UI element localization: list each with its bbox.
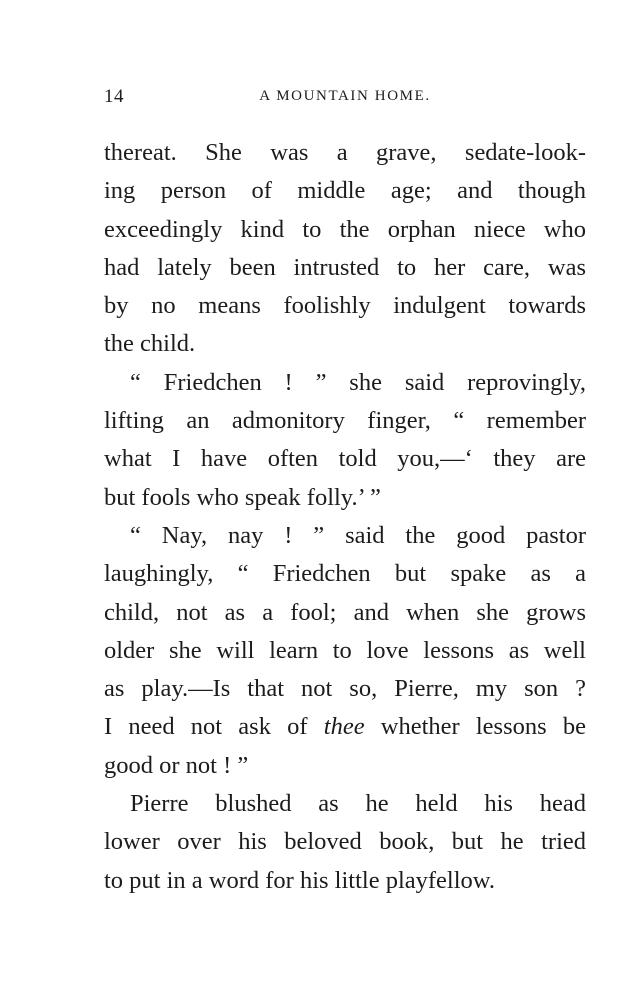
text-line: ing person of middle age; and though <box>104 177 586 205</box>
italic-word: thee <box>323 713 365 741</box>
text-line: “ Nay, nay ! ” said the good pastor <box>130 521 586 549</box>
text-line: exceedingly kind to the orphan niece who <box>104 215 586 243</box>
text-segment: I need not ask of <box>104 713 324 741</box>
body-text <box>104 134 586 900</box>
page-header <box>104 86 586 112</box>
text-line: older she will learn to love lessons as well <box>104 636 586 664</box>
text-segment: whether lessons be <box>364 713 586 741</box>
text-line: good or not ! ” <box>104 751 249 779</box>
page-number: 14 <box>104 86 124 107</box>
text-line: thereat. She was a grave, sedate-look- <box>104 139 586 166</box>
running-head: A MOUNTAIN HOME. <box>259 88 431 104</box>
text-line: but fools who speak folly.’ ” <box>104 483 381 511</box>
text-line: child, not as a fool; and when she grows <box>104 598 586 626</box>
text-line: laughingly, “ Friedchen but spake as a <box>104 560 586 588</box>
text-line: to put in a word for his little playfellow. <box>104 866 496 894</box>
text-line: lower over his beloved book, but he tried <box>104 828 586 856</box>
text-line: the child. <box>104 330 196 358</box>
text-line: Pierre blushed as he held his head <box>130 790 586 818</box>
text-line: “ Friedchen ! ” she said reprovingly, <box>130 368 586 396</box>
text-line: what I have often told you,—‘ they are <box>104 445 586 473</box>
text-line <box>104 708 586 746</box>
text-line: as play.—Is that not so, Pierre, my son ? <box>104 675 586 703</box>
text-line: by no means foolishly indulgent towards <box>104 292 586 320</box>
text-line: had lately been intrusted to her care, was <box>104 253 586 281</box>
text-line: lifting an admonitory finger, “ remember <box>104 407 586 435</box>
